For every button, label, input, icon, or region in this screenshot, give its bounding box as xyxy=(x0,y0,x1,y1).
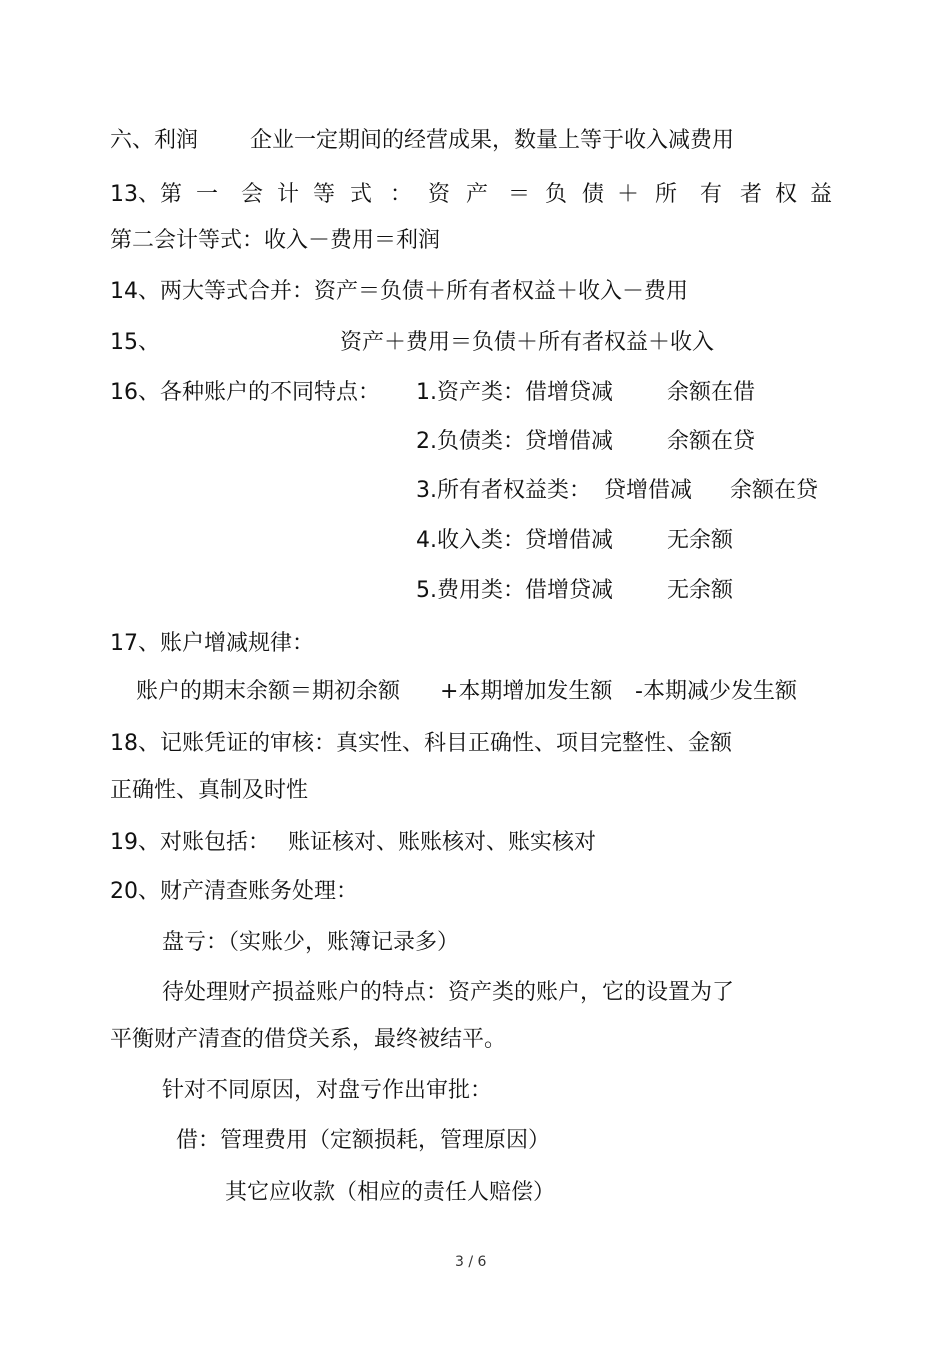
eq1-token: 所 xyxy=(655,182,678,207)
eq1-token: ＝ xyxy=(508,182,531,207)
item-20-heading: 20、财产清查账务处理： xyxy=(110,879,358,904)
inventory-loss: 盘亏：（实账少，账簿记录多） xyxy=(162,930,460,955)
equation-2: 第二会计等式：收入－费用＝利润 xyxy=(110,228,441,253)
item-16-heading: 16、各种账户的不同特点： xyxy=(110,380,380,405)
pending-account-feature: 待处理财产损益账户的特点：资产类的账户，它的设置为了 xyxy=(162,980,735,1005)
balance-asset: 余额在借 xyxy=(667,380,756,405)
item-19-content: 账证核对、账账核对、账实核对 xyxy=(288,830,597,855)
pending-account-feature-continued: 平衡财产清查的借贷关系，最终被结平。 xyxy=(110,1027,507,1052)
eq1-token: 债 xyxy=(582,182,605,207)
eq1-token: 资 xyxy=(428,182,451,207)
account-type-asset: 1.资产类：借增贷减 xyxy=(416,380,613,405)
eq1-token: 13、第 xyxy=(110,182,182,207)
eq1-token: 等 xyxy=(313,182,336,207)
balance-equity: 余额在贷 xyxy=(730,478,819,503)
eq1-token: 者 xyxy=(740,182,763,207)
ending-balance-formula: 账户的期末余额＝期初余额 xyxy=(136,679,401,704)
equation-merged: 14、两大等式合并：资产＝负债＋所有者权益＋收入－费用 xyxy=(110,279,688,304)
eq1-token: 权 xyxy=(775,182,798,207)
formula-increase: +本期增加发生额 xyxy=(440,679,613,704)
eq1-token: 式 xyxy=(350,182,373,207)
eq1-token: 负 xyxy=(545,182,568,207)
account-type-liability: 2.负债类：贷增借减 xyxy=(416,429,613,454)
rule-equity: 贷增借减 xyxy=(604,478,693,503)
other-receivables: 其它应收款（相应的责任人赔偿） xyxy=(225,1180,556,1205)
profit-definition: 企业一定期间的经营成果，数量上等于收入减费用 xyxy=(250,128,735,153)
eq1-token: 产 xyxy=(466,182,489,207)
eq1-token: ＋ xyxy=(617,182,640,207)
eq1-token: 益 xyxy=(810,182,833,207)
item-19-heading: 19、对账包括： xyxy=(110,830,270,855)
item-15-equation: 资产＋费用＝负债＋所有者权益＋收入 xyxy=(340,330,715,355)
eq1-token: 一 xyxy=(196,182,219,207)
item-18-text: 18、记账凭证的审核：真实性、科目正确性、项目完整性、金额 xyxy=(110,731,732,756)
item-17-heading: 17、账户增减规律： xyxy=(110,631,314,656)
approval-heading: 针对不同原因，对盘亏作出审批： xyxy=(162,1078,493,1103)
eq1-token: 有 xyxy=(700,182,723,207)
eq1-token: 会 xyxy=(241,182,264,207)
page-number: 3 / 6 xyxy=(455,1254,487,1270)
item-15-number: 15、 xyxy=(110,330,160,355)
debit-management-expense: 借：管理费用（定额损耗，管理原因） xyxy=(176,1128,551,1153)
account-type-revenue: 4.收入类：贷增借减 xyxy=(416,528,613,553)
section-title-profit: 六、利润 xyxy=(110,128,199,153)
balance-expense: 无余额 xyxy=(667,578,734,603)
formula-decrease: -本期减少发生额 xyxy=(635,679,797,704)
eq1-token: ： xyxy=(390,182,413,207)
account-type-equity: 3.所有者权益类： xyxy=(416,478,591,503)
balance-liability: 余额在贷 xyxy=(667,429,756,454)
item-18-continued: 正确性、真制及时性 xyxy=(110,778,309,803)
eq1-token: 计 xyxy=(277,182,300,207)
balance-revenue: 无余额 xyxy=(667,528,734,553)
account-type-expense: 5.费用类：借增贷减 xyxy=(416,578,613,603)
